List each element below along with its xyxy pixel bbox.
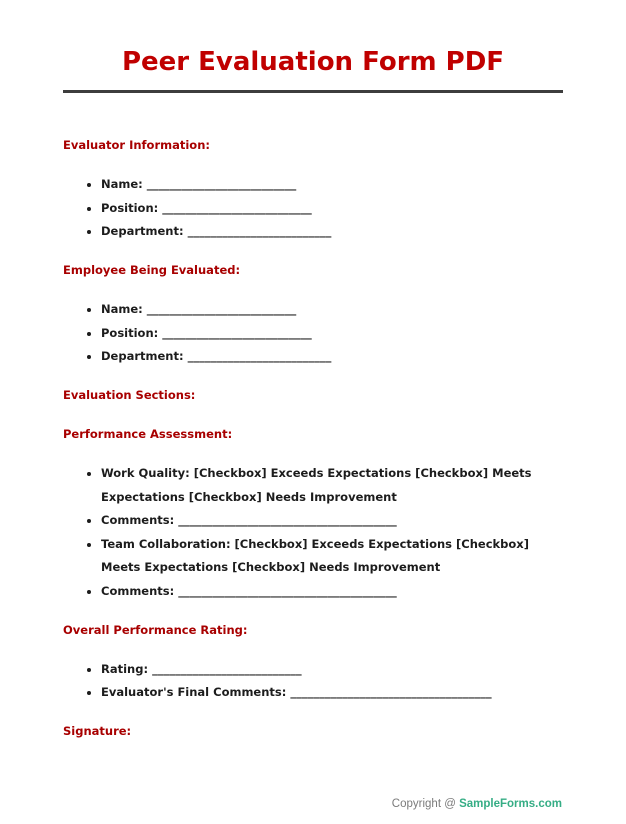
performance-assessment-heading: Performance Assessment: bbox=[63, 427, 233, 441]
position-field-line: • Position: __________________________ bbox=[101, 322, 563, 346]
employee-being-evaluated-heading: Employee Being Evaluated: bbox=[63, 263, 241, 277]
performance-assessment-list bbox=[63, 462, 563, 603]
name-field-line: • Name: __________________________ bbox=[101, 298, 563, 322]
title-rule bbox=[63, 90, 563, 93]
evaluator-information-heading: Evaluator Information: bbox=[63, 138, 210, 152]
rating-field-line: • Rating: __________________________ bbox=[101, 658, 563, 682]
overall-performance-rating-list bbox=[63, 658, 563, 705]
work-quality-line: • Work Quality: [Checkbox] Exceeds Expectations [Checkbox] Meets Expectations [Checkbox] Needs Improvement bbox=[101, 462, 563, 509]
page-title: Peer Evaluation Form PDF bbox=[121, 47, 505, 77]
section-evaluation-sections bbox=[63, 384, 563, 408]
section-signature bbox=[63, 720, 563, 744]
department-field-line: • Department: _________________________ bbox=[101, 220, 563, 244]
name-field-line: • Name: __________________________ bbox=[101, 173, 563, 197]
copyright-text: Copyright @ bbox=[391, 798, 460, 810]
overall-performance-rating-heading: Overall Performance Rating: bbox=[63, 622, 248, 637]
section-performance-assessment bbox=[63, 423, 563, 603]
signature-heading: Signature: bbox=[63, 724, 132, 738]
evaluation-sections-heading: Evaluation Sections: bbox=[63, 388, 196, 402]
section-overall-performance-rating bbox=[63, 619, 563, 705]
comments-line: • Comments: ______________________________________ bbox=[101, 509, 563, 533]
section-evaluator-information bbox=[63, 134, 563, 244]
section-employee-being-evaluated bbox=[63, 259, 563, 369]
brand-link[interactable]: SampleForms.com bbox=[459, 798, 562, 810]
employee-being-evaluated-list bbox=[63, 298, 563, 369]
team-collaboration-line: • Team Collaboration: [Checkbox] Exceeds Expectations [Checkbox] Meets Expectations [Checkbox] Needs Improvement bbox=[101, 533, 563, 580]
footer bbox=[392, 798, 562, 810]
evaluator-information-list bbox=[63, 173, 563, 244]
position-field-line: • Position: __________________________ bbox=[101, 197, 563, 221]
comments-line: • Comments: ______________________________________ bbox=[101, 580, 563, 604]
final-comments-field-line: • Evaluator's Final Comments: ___________________________________ bbox=[101, 681, 563, 705]
department-field-line: • Department: _________________________ bbox=[101, 345, 563, 369]
